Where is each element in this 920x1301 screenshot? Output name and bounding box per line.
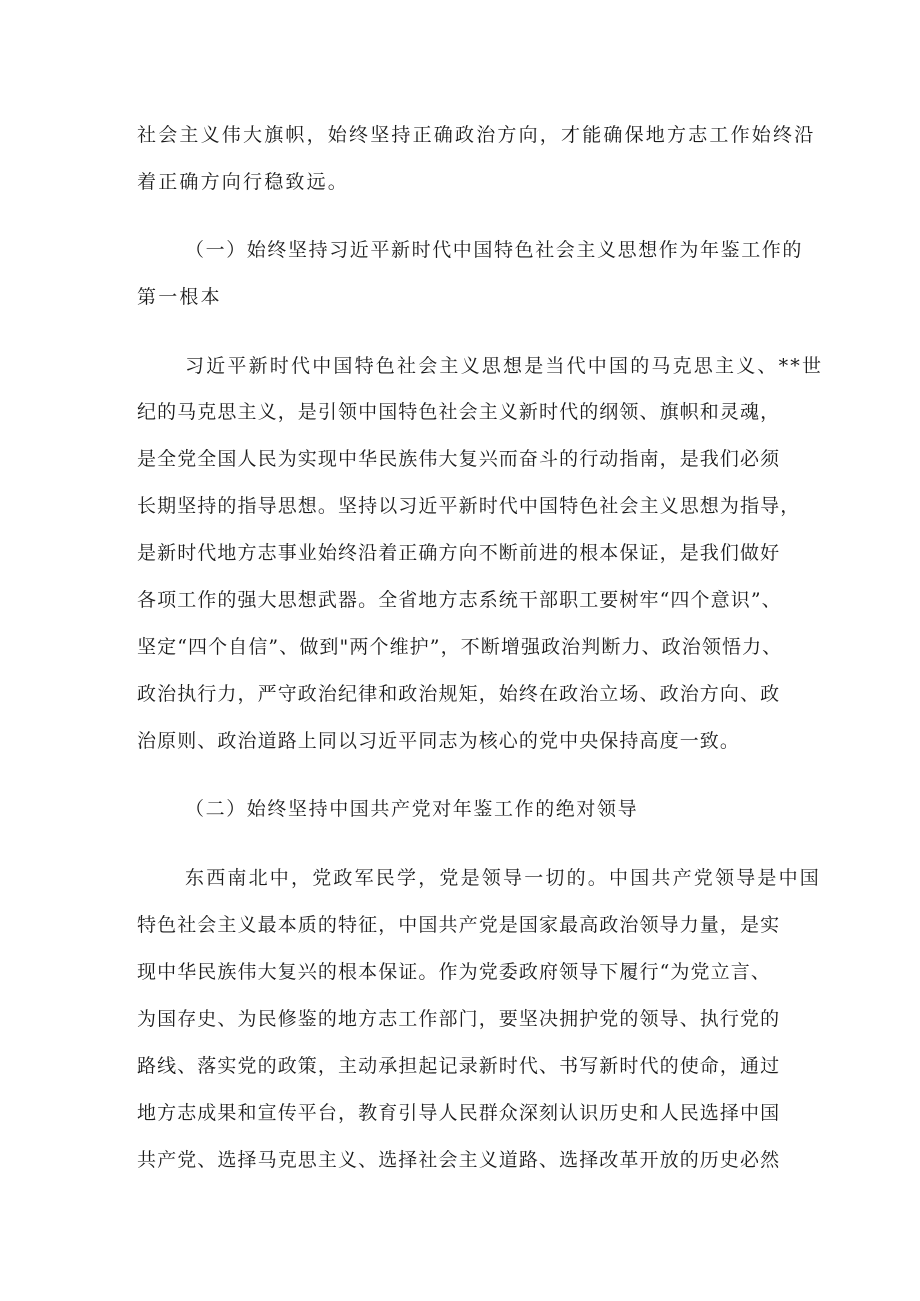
text-line: 着正确方向行稳致远。 bbox=[137, 171, 350, 193]
text-line: 是新时代地方志事业始终沿着正确方向不断前进的根本保证，是我们做好 bbox=[137, 542, 781, 564]
text-line: 现中华民族伟大复兴的根本保证。作为党委政府领导下履行“为党立言、 bbox=[137, 961, 771, 983]
text-line: 是全党全国人民为实现中华民族伟大复兴而奋斗的行动指南，是我们必须 bbox=[137, 448, 781, 470]
text-line: 坚定“四个自信”、做到"两个维护”，不断增强政治判断力、政治领悟力、 bbox=[137, 636, 783, 658]
text-line: 特色社会主义最本质的特征，中国共产党是国家最高政治领导力量，是实 bbox=[137, 914, 781, 936]
text-line: 为国存史、为民修鉴的地方志工作部门，要坚决拥护党的领导、执行党的 bbox=[137, 1008, 781, 1030]
section-heading-1-continued: 第一根本 bbox=[137, 286, 222, 308]
text-line: 地方志成果和宣传平台，教育引导人民群众深刻认识历史和人民选择中国 bbox=[137, 1102, 781, 1124]
text-line: 纪的马克思主义，是引领中国特色社会主义新时代的纲领、旗帜和灵魂， bbox=[137, 401, 781, 423]
text-line: 长期坚持的指导思想。坚持以习近平新时代中国特色社会主义思想为指导， bbox=[137, 495, 801, 517]
paragraph-first-line: 习近平新时代中国特色社会主义思想是当代中国的马克思主义、**世 bbox=[185, 355, 824, 377]
text-line: 政治执行力，严守政治纪律和政治规矩，始终在政治立场、政治方向、政 bbox=[137, 683, 781, 705]
text-line: 社会主义伟大旗帜，始终坚持正确政治方向，才能确保地方志工作始终沿 bbox=[137, 124, 816, 146]
paragraph-first-line: 东西南北中，党政军民学，党是领导一切的。中国共产党领导是中国 bbox=[185, 867, 822, 889]
section-heading-1: （一）始终坚持习近平新时代中国特色社会主义思想作为年鉴工作的 bbox=[185, 239, 804, 261]
text-line: 治原则、政治道路上同以习近平同志为核心的党中央保持高度一致。 bbox=[137, 730, 741, 752]
section-heading-2: （二）始终坚持中国共产党对年鉴工作的绝对领导 bbox=[185, 798, 639, 820]
text-line: 各项工作的强大思想武器。全省地方志系统干部职工要树牢“四个意识”、 bbox=[137, 589, 782, 611]
text-line: 路线、落实党的政策，主动承担起记录新时代、书写新时代的使命，通过 bbox=[137, 1055, 781, 1077]
text-line: 共产党、选择马克思主义、选择社会主义道路、选择改革开放的历史必然 bbox=[137, 1149, 781, 1171]
